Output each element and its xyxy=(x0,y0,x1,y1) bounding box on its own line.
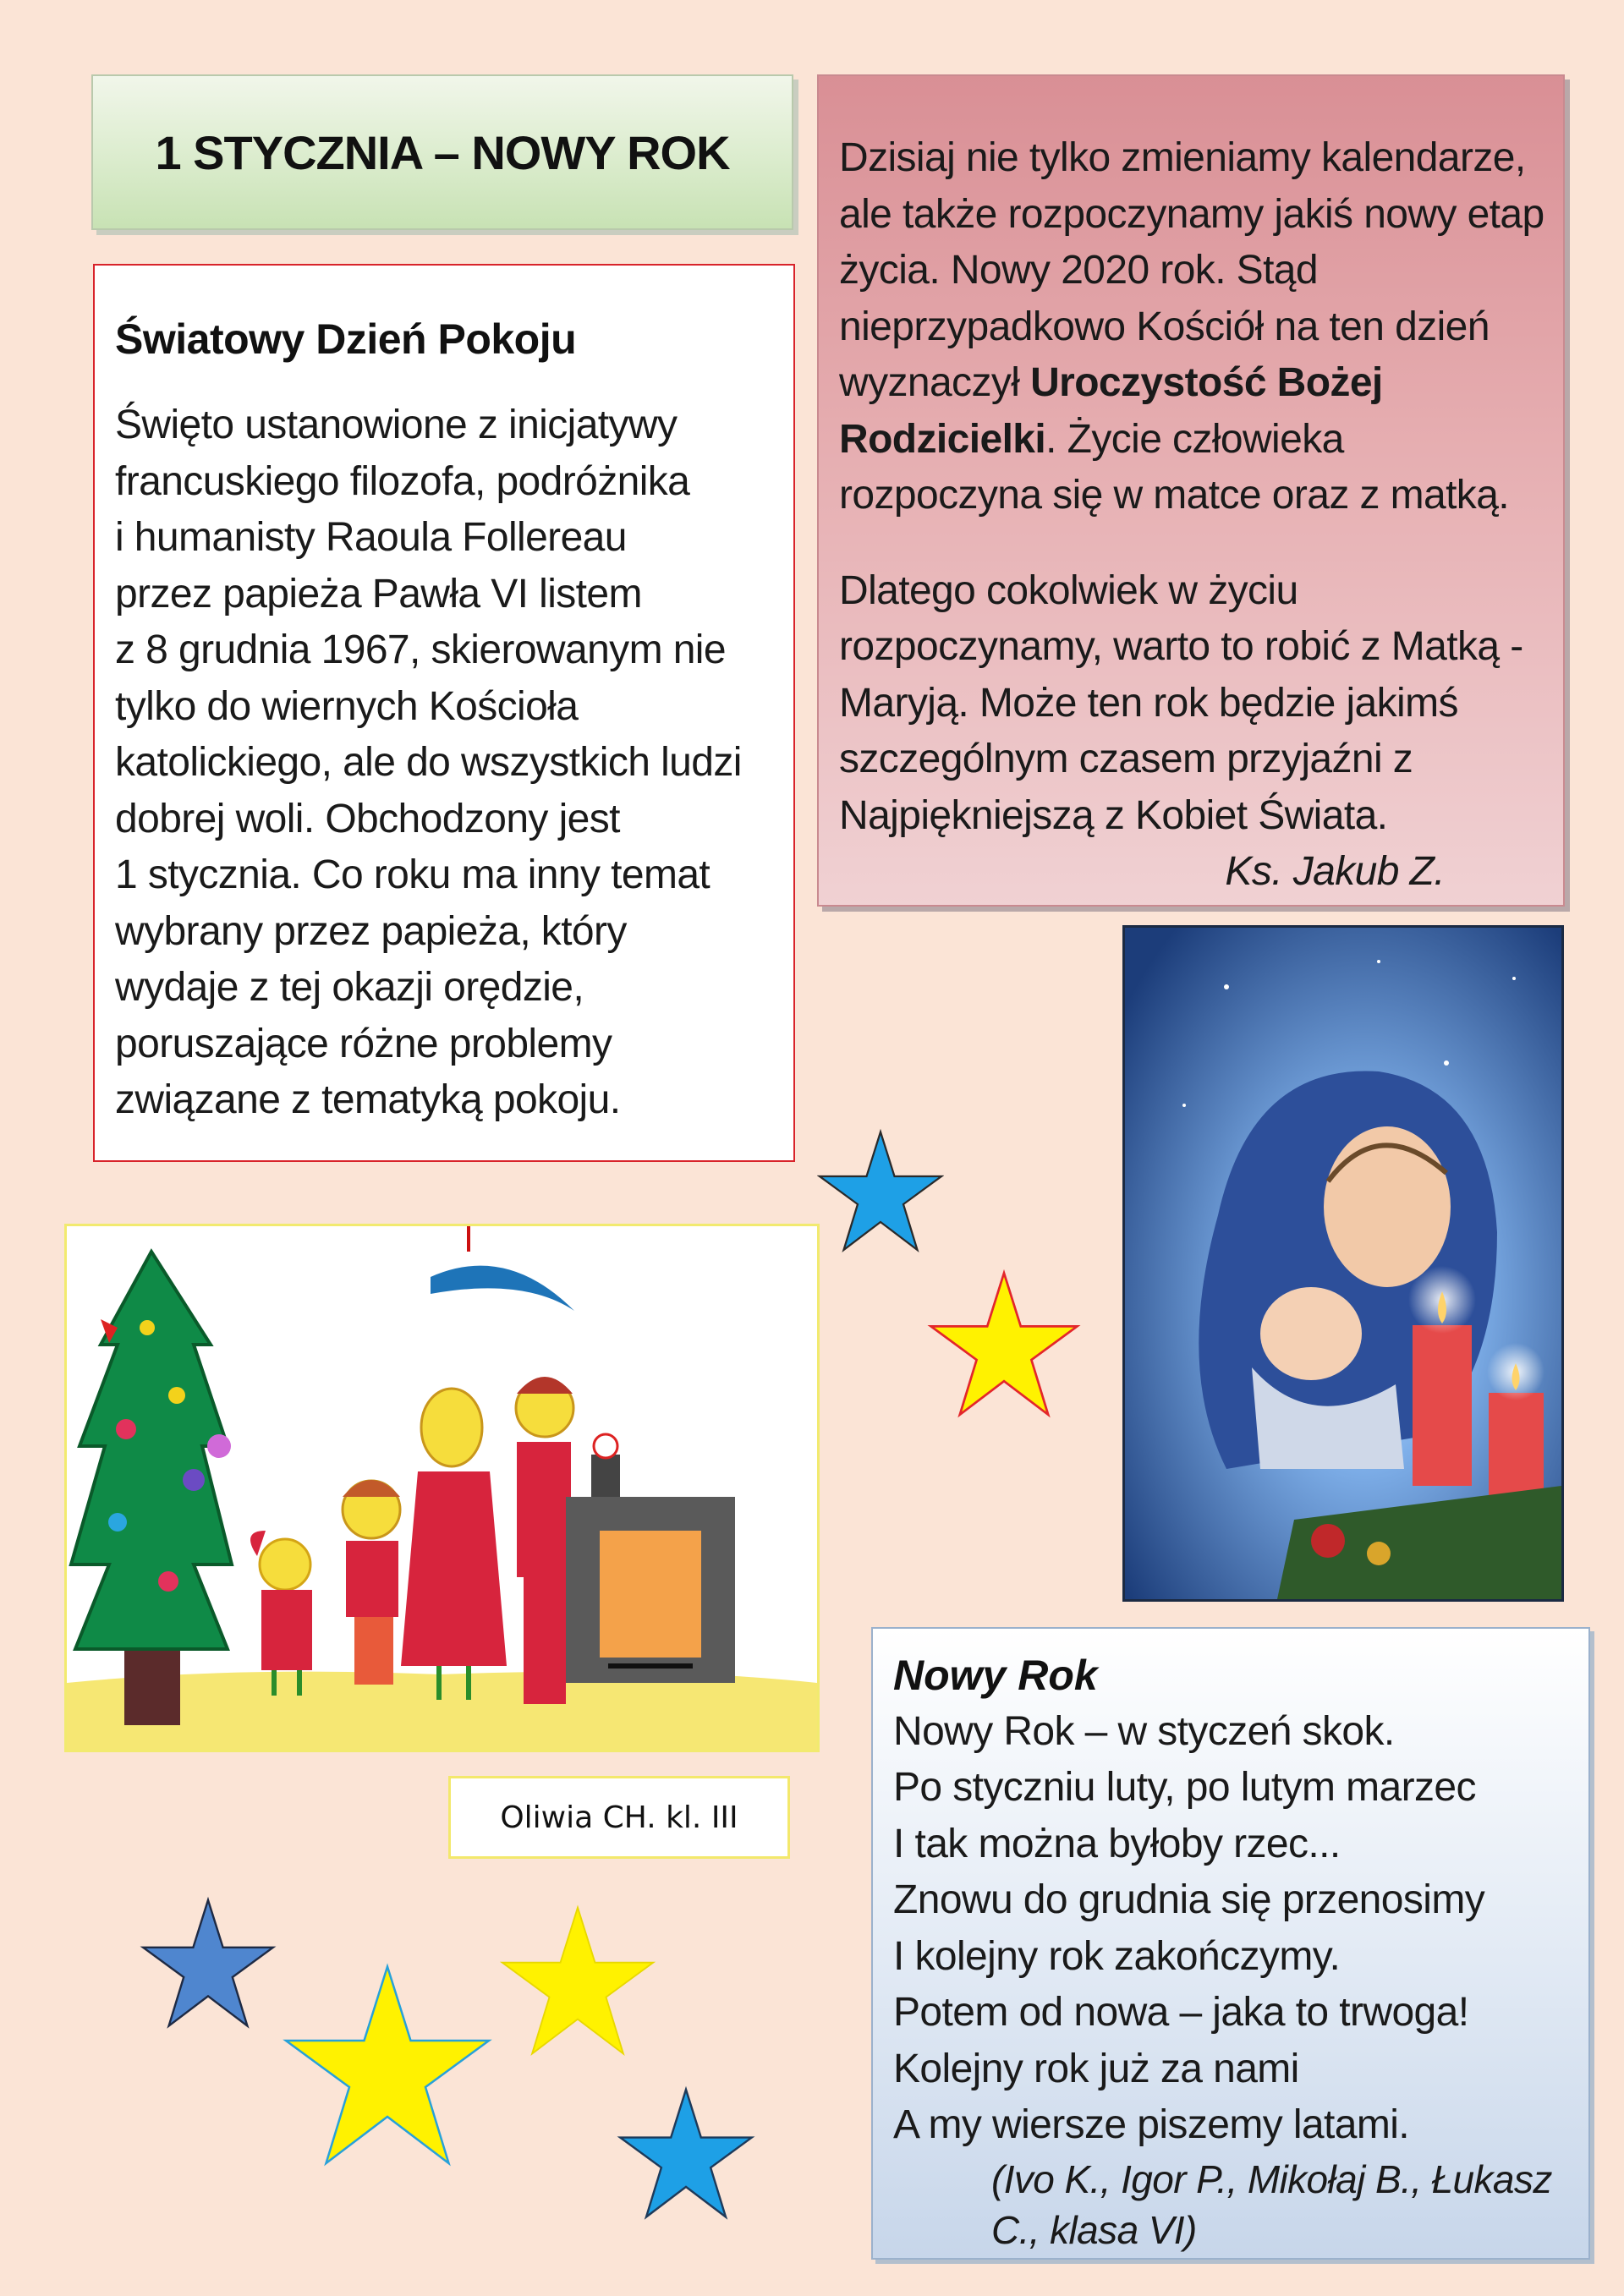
mary-text-end: . Życie człowieka rozpoczyna się w matce oraz z matką. xyxy=(839,416,1510,518)
poem-line: Po styczniu luty, po lutym marzec xyxy=(893,1765,1476,1810)
poem-line: Znowu do grudnia się przenosimy xyxy=(893,1877,1485,1922)
poem-line: I kolejny rok zakończymy. xyxy=(893,1933,1341,1979)
peace-day-text xyxy=(115,397,765,1129)
star-icon xyxy=(614,2085,758,2222)
mary-text-start: Dzisiaj nie tylko zmieniamy kalendarze, ale także rozpoczynamy jakiś nowy etap życia. Nowy 2020 rok. Stąd nieprzypadkowo Kościół na ten dzień wyznaczył xyxy=(839,135,1544,405)
mary-paragraph-2: Dlatego cokolwiek w życiu rozpoczynamy, warto to robić z Matką - Maryją. Może ten rok będzie jakimś szczególnym czasem przyjaźni z Najpiękniejszą z Kobiet Świata. xyxy=(839,567,1523,838)
poem-title: Nowy Rok xyxy=(893,1652,1098,1699)
text-line: wydaje z tej okazji orędzie, xyxy=(115,965,584,1010)
poem-line: Nowy Rok – w styczeń skok. xyxy=(893,1708,1395,1754)
poem-authors-line: (Ivo K., Igor P., Mikołaj B., Łukasz xyxy=(991,2156,1552,2201)
text-line: 1 stycznia. Co roku ma inny temat xyxy=(115,852,710,897)
child-drawing xyxy=(64,1224,820,1752)
text-line: i humanisty Raoula Follereau xyxy=(115,515,627,560)
page-title: 1 STYCZNIA – NOWY ROK xyxy=(155,125,730,179)
madonna-painting xyxy=(1122,925,1564,1602)
signature: Ks. Jakub Z. xyxy=(1225,849,1445,894)
madonna-and-child-image xyxy=(1125,928,1561,1599)
text-line: tylko do wiernych Kościoła xyxy=(115,683,579,729)
poem-line: Potem od nowa – jaka to trwoga! xyxy=(893,1990,1469,2035)
star-icon xyxy=(135,1896,281,2031)
star-icon xyxy=(924,1269,1084,1421)
poem-line: Kolejny rok już za nami xyxy=(893,2046,1299,2091)
text-line: katolickiego, ale do wszystkich ludzi xyxy=(115,740,742,785)
mary-paragraph-1 xyxy=(839,130,1548,524)
poem-line: I tak można byłoby rzec... xyxy=(893,1821,1341,1866)
text-line: wybrany przez papieża, który xyxy=(115,908,627,954)
poem-authors-line: C., klasa VI) xyxy=(991,2207,1197,2252)
star-icon xyxy=(277,1960,497,2172)
star-icon xyxy=(817,1128,944,1255)
title-banner xyxy=(91,74,793,230)
text-line: związane z tematyką pokoju. xyxy=(115,1077,621,1122)
text-line: francuskiego filozofa, podróżnika xyxy=(115,458,690,504)
text-line: przez papieża Pawła VI listem xyxy=(115,571,642,616)
peace-day-heading: Światowy Dzień Pokoju xyxy=(115,315,577,363)
text-line: z 8 grudnia 1967, skierowanym nie xyxy=(115,627,726,672)
family-christmas-drawing xyxy=(67,1226,817,1750)
poem-line: A my wiersze piszemy latami. xyxy=(893,2102,1410,2147)
text-line: Święto ustanowione z inicjatywy xyxy=(115,403,678,447)
peace-day-article xyxy=(93,264,795,1162)
text-line: poruszające różne problemy xyxy=(115,1021,612,1066)
new-year-poem xyxy=(871,1627,1590,2260)
drawing-caption: Oliwia CH. kl. III xyxy=(448,1776,790,1859)
solemnity-name: Uroczystość Bożej Rodzicielki xyxy=(839,360,1383,462)
text-line: dobrej woli. Obchodzony jest xyxy=(115,796,620,841)
figure-father xyxy=(516,1377,573,1704)
poem-authors xyxy=(893,2154,1568,2255)
mother-of-god-article xyxy=(817,74,1565,907)
star-icon xyxy=(495,1903,661,2060)
